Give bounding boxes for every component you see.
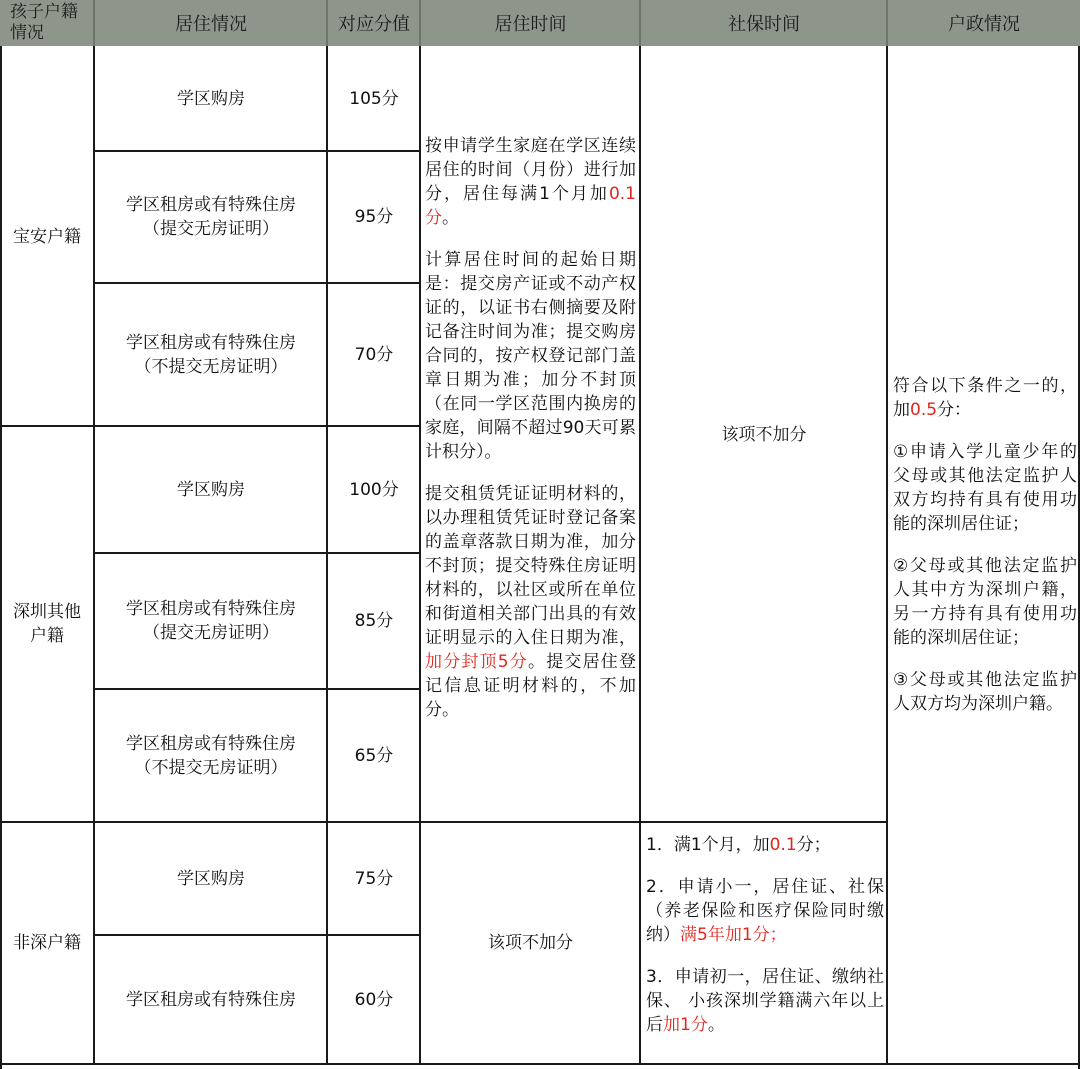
table-row: [95, 690, 327, 821]
residence-type: 学区购房: [177, 868, 245, 889]
score-value: 65分: [354, 745, 394, 766]
table-border: [93, 282, 420, 284]
table-border: [0, 1063, 1080, 1065]
header-divider: [93, 0, 95, 46]
table-border: [93, 552, 420, 554]
residence-time-rule-rental: 提交租赁凭证证明材料的，以办理租赁凭证时登记备案的盖章落款日期为准，加分不封顶；提交特殊住房证明材料的，以社区或所在单位和街道相关部门出具的有效证明显示的入住日期为准，加分封顶5分。提交居住登记信息证明材料的，不加分。: [425, 484, 637, 720]
residence-type: 学区租房或有特殊住房: [126, 332, 296, 353]
score-value: 105分: [349, 89, 399, 109]
residence-type: 学区租房或有特殊住房: [126, 599, 296, 619]
score-value: 70分: [354, 344, 394, 365]
header-divider: [419, 0, 421, 46]
table-border: [419, 46, 421, 1065]
score-value: 95分: [354, 207, 394, 227]
social-security-rule-2: 2．申请小一，居住证、社保（养老保险和医疗保险同时缴纳）满5年加1分；: [646, 877, 884, 945]
residence-note: （不提交无房证明）: [134, 356, 288, 377]
header-divider: [639, 0, 641, 46]
table-border: [93, 688, 420, 690]
table-border: [93, 934, 420, 936]
header-household: 户政情况: [888, 0, 1080, 46]
table-row: [95, 427, 327, 552]
header-hukou: 孩子户籍情况: [0, 0, 94, 46]
table-border: [0, 46, 2, 1069]
residence-time-rules: [425, 134, 636, 722]
table-row: [95, 48, 327, 150]
residence-time-rule-monthly: 按申请学生家庭在学区连续居住的时间（月份）进行加分，居住每满1个月加0.1分。: [425, 136, 636, 228]
score-value: 85分: [354, 611, 394, 631]
residence-type: 学区购房: [177, 89, 245, 109]
header-residence-time: 居住时间: [421, 0, 640, 46]
header-divider: [326, 0, 328, 46]
header-divider: [886, 0, 888, 46]
table-border: [886, 46, 888, 1065]
residence-time-no-points: 该项不加分: [488, 933, 573, 953]
table-row: [95, 152, 327, 282]
score-value: 100分: [349, 479, 399, 500]
table-border: [639, 46, 641, 1065]
residence-type: 学区租房或有特殊住房: [126, 989, 296, 1010]
residence-note: （提交无房证明）: [143, 219, 279, 239]
group-label-shenzhen-other: 深圳其他户籍: [13, 602, 81, 646]
household-rules: [893, 374, 1077, 716]
table-row: [95, 823, 327, 934]
social-security-rule-3: 3．申请初一，居住证、缴纳社保、 小孩深圳学籍满六年以上后加1分。: [646, 967, 884, 1035]
household-condition-2: ②父母或其他法定监护人其中方为深圳户籍，另一方持有具有使用功能的深圳居住证；: [893, 556, 1077, 648]
group-label-non-shenzhen: 非深户籍: [13, 933, 81, 953]
table-border: [326, 46, 328, 1065]
residence-note: （提交无房证明）: [143, 623, 279, 643]
header-score: 对应分值: [328, 0, 420, 46]
group-label-baoan: 宝安户籍: [13, 226, 81, 247]
residence-note: （不提交无房证明）: [134, 757, 288, 778]
table-row: [95, 554, 327, 688]
table-border: [0, 425, 420, 427]
table-border: [93, 150, 420, 152]
residence-type: 学区租房或有特殊住房: [126, 733, 296, 754]
score-value: 75分: [354, 868, 394, 889]
header-social-security: 社保时间: [641, 0, 887, 46]
header-residence: 居住情况: [95, 0, 327, 46]
residence-type: 学区租房或有特殊住房: [126, 195, 296, 215]
social-security-rule-1: 1．满1个月，加0.1分；: [646, 835, 831, 855]
table-row: [95, 284, 327, 425]
table-row: [95, 936, 327, 1063]
table-border: [93, 46, 95, 1065]
residence-type: 学区购房: [177, 479, 245, 500]
social-security-no-points: 该项不加分: [721, 424, 807, 445]
residence-time-rule-start-date: 计算居住时间的起始日期是：提交房产证或不动产权证的，以证书右侧摘要及附记备注时间为准；提交购房合同的，按产权登记部门盖章日期为准；加分不封顶（在同一学区范围内换房的家庭，间隔不超过90天可累计积分）。: [425, 250, 636, 462]
household-condition-1: ①申请入学儿童少年的父母或其他法定监护人双方均持有具有使用功能的深圳居住证；: [893, 442, 1077, 534]
table-border: [0, 821, 888, 823]
social-security-rules: [646, 833, 884, 1037]
household-condition-3: ③父母或其他法定监护人双方均为深圳户籍。: [893, 670, 1077, 714]
household-intro: 符合以下条件之一的，加0.5分：: [893, 376, 1077, 420]
score-value: 60分: [354, 989, 394, 1010]
